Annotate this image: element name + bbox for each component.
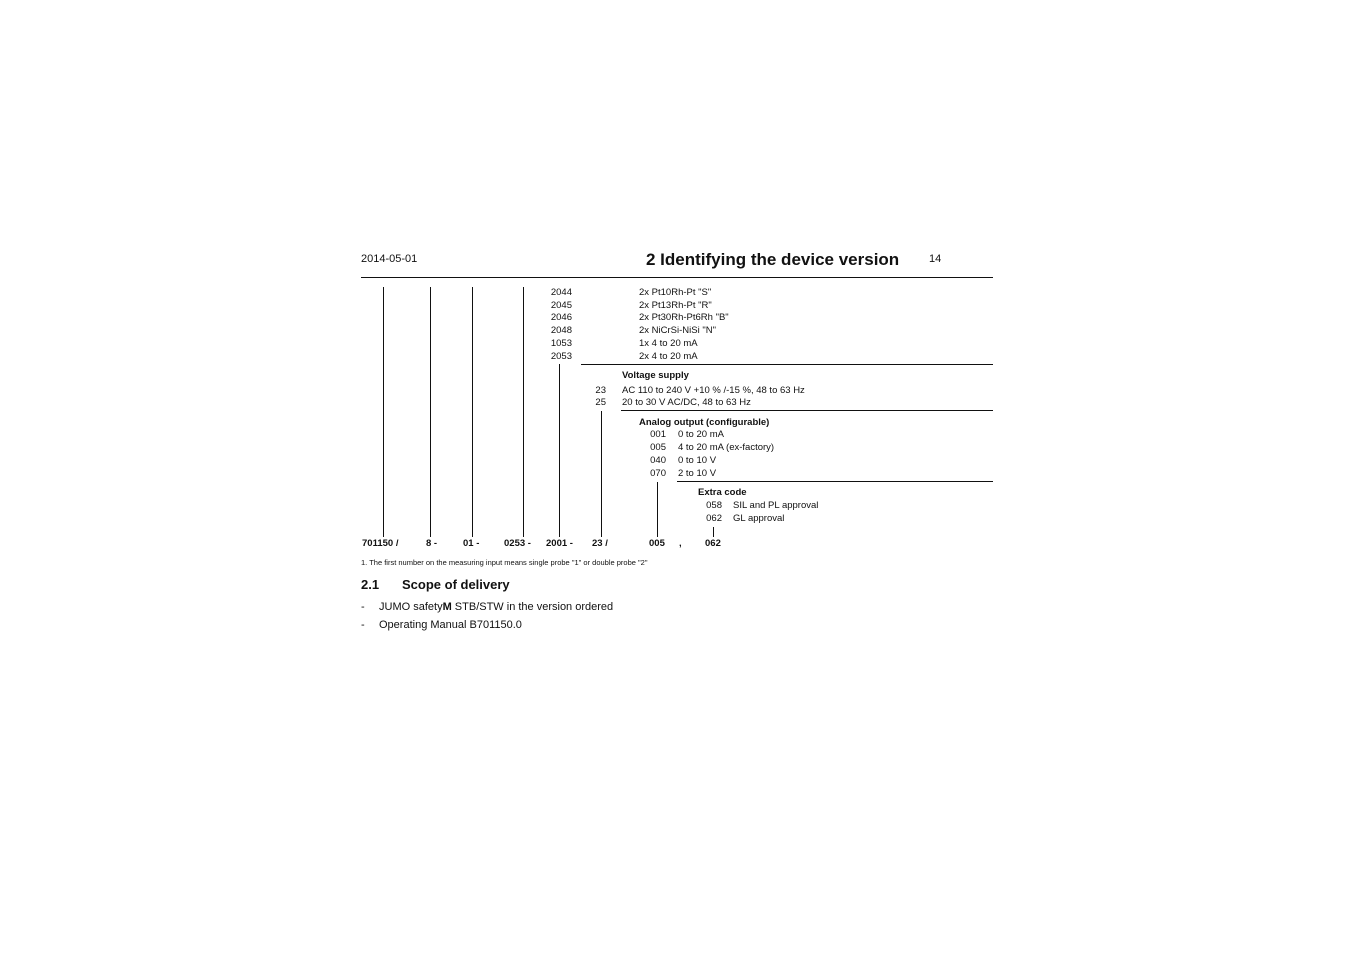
extra-code-title: Extra code [698, 487, 747, 498]
analog-desc: 0 to 10 V [678, 455, 717, 466]
footnote: 1. The first number on the measuring input means single probe "1" or double probe "2" [361, 558, 648, 567]
list-bullet: - [361, 619, 365, 631]
input-desc: 1x 4 to 20 mA [639, 338, 698, 349]
order-code-segment: 701150 / [362, 538, 399, 549]
list-item-bold: M [442, 601, 452, 613]
bracket-line-8 [430, 287, 431, 537]
section-number: 2.1 [361, 577, 380, 592]
input-desc: 2x 4 to 20 mA [639, 351, 698, 362]
list-item [379, 619, 522, 631]
order-code-separator: , [679, 538, 682, 549]
list-item-text: STB/STW in the version ordered [451, 601, 614, 613]
input-code: 2045 [550, 300, 572, 311]
section-title: Scope of delivery [402, 577, 510, 592]
analog-desc: 0 to 20 mA [678, 429, 724, 440]
extra-desc: GL approval [733, 513, 785, 524]
input-desc: 2x Pt13Rh-Pt "R" [639, 300, 712, 311]
bracket-line-type [383, 287, 384, 537]
page-title: 2 Identifying the device version [646, 250, 900, 269]
analog-code: 070 [650, 468, 666, 479]
bracket-line-input [559, 364, 560, 537]
order-code-segment: 23 / [592, 538, 608, 549]
order-code-segment: 062 [705, 538, 721, 549]
header-date: 2014-05-01 [361, 253, 418, 265]
rule-input [581, 364, 993, 365]
order-code-segment: 005 [649, 538, 665, 549]
bracket-line-voltage [601, 411, 602, 537]
analog-code: 005 [650, 442, 666, 453]
voltage-desc: 20 to 30 V AC/DC, 48 to 63 Hz [622, 397, 751, 408]
voltage-code: 23 [595, 385, 606, 396]
list-bullet: - [361, 601, 365, 613]
input-code: 2048 [550, 325, 572, 336]
extra-code: 062 [706, 513, 722, 524]
voltage-desc: AC 110 to 240 V +10 % /-15 %, 48 to 63 Hz [622, 385, 805, 396]
voltage-supply-title: Voltage supply [622, 370, 689, 381]
order-code-segment: 8 - [426, 538, 438, 549]
input-code: 2053 [550, 351, 572, 362]
bracket-line-analog [657, 482, 658, 537]
order-code-segment: 2001 - [546, 538, 573, 549]
input-desc: 2x Pt10Rh-Pt "S" [639, 287, 712, 298]
bracket-line-0253 [523, 287, 524, 537]
analog-desc: 4 to 20 mA (ex-factory) [678, 442, 775, 453]
input-desc: 2x Pt30Rh-Pt6Rh "B" [639, 312, 729, 323]
rule-voltage [621, 410, 993, 411]
analog-desc: 2 to 10 V [678, 468, 717, 479]
analog-output-title: Analog output (configurable) [639, 417, 770, 428]
input-code: 2046 [550, 312, 572, 323]
extra-code: 058 [706, 500, 722, 511]
analog-code: 040 [650, 455, 666, 466]
order-code-segment: 0253 - [504, 538, 531, 549]
header-rule [361, 277, 993, 278]
order-code-segment: 01 - [463, 538, 480, 549]
bracket-line-01 [472, 287, 473, 537]
voltage-code: 25 [595, 397, 606, 408]
input-code: 2044 [550, 287, 572, 298]
page-number: 14 [929, 253, 942, 265]
extra-desc: SIL and PL approval [733, 500, 819, 511]
list-item [379, 601, 613, 613]
list-item-text: Operating Manual B701150.0 [379, 619, 522, 631]
input-code: 1053 [550, 338, 572, 349]
analog-code: 001 [650, 429, 666, 440]
bracket-line-extra [713, 527, 714, 537]
rule-analog [677, 481, 993, 482]
list-item-text: JUMO safety [379, 601, 443, 613]
input-desc: 2x NiCrSi-NiSi "N" [639, 325, 716, 336]
